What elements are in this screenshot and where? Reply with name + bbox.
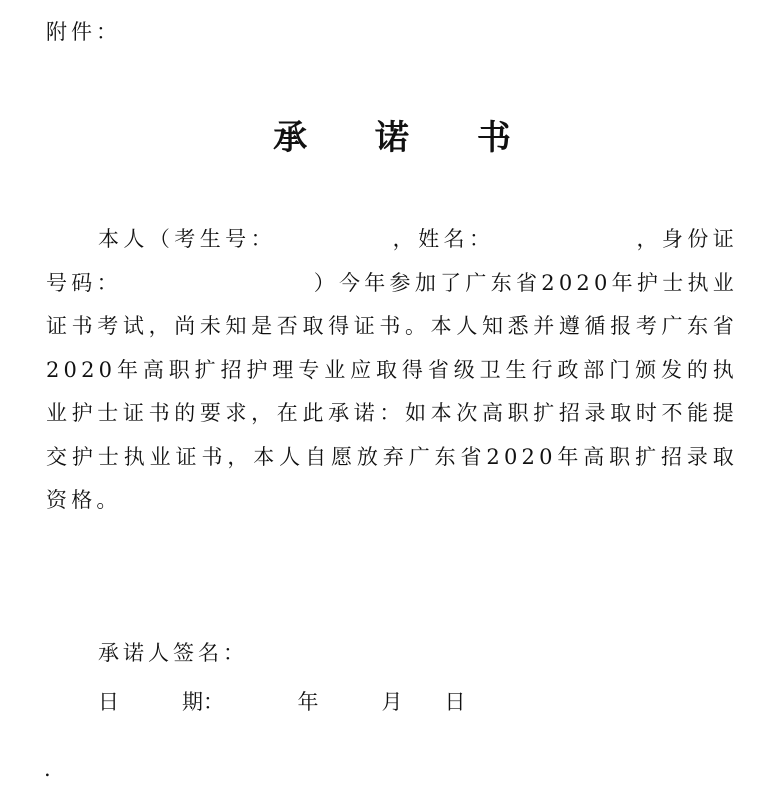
attachment-label: 附件： bbox=[46, 20, 121, 44]
signature-line: 承诺人签名： bbox=[98, 641, 248, 665]
pledge-paragraph: 本人（考生号： ，姓名： ，身份证号码： ）今年参加了广东省2020年护士执业证书考试，尚未知是否取得证书。本人知悉并遵循报考广东省2020年高职扩招护理专业应取得省级卫生行政部门颁发的执业护士证书的要求，在此承诺：如本次高职扩招录取时不能提交护士执业证书，本人自愿放弃广东省2020年高职扩招录取资格。 bbox=[46, 227, 738, 512]
date-line: 日 期： 年 月 日 bbox=[98, 690, 466, 714]
document-title: 承 诺 书 bbox=[273, 118, 539, 158]
trailing-mark: . bbox=[44, 757, 51, 781]
